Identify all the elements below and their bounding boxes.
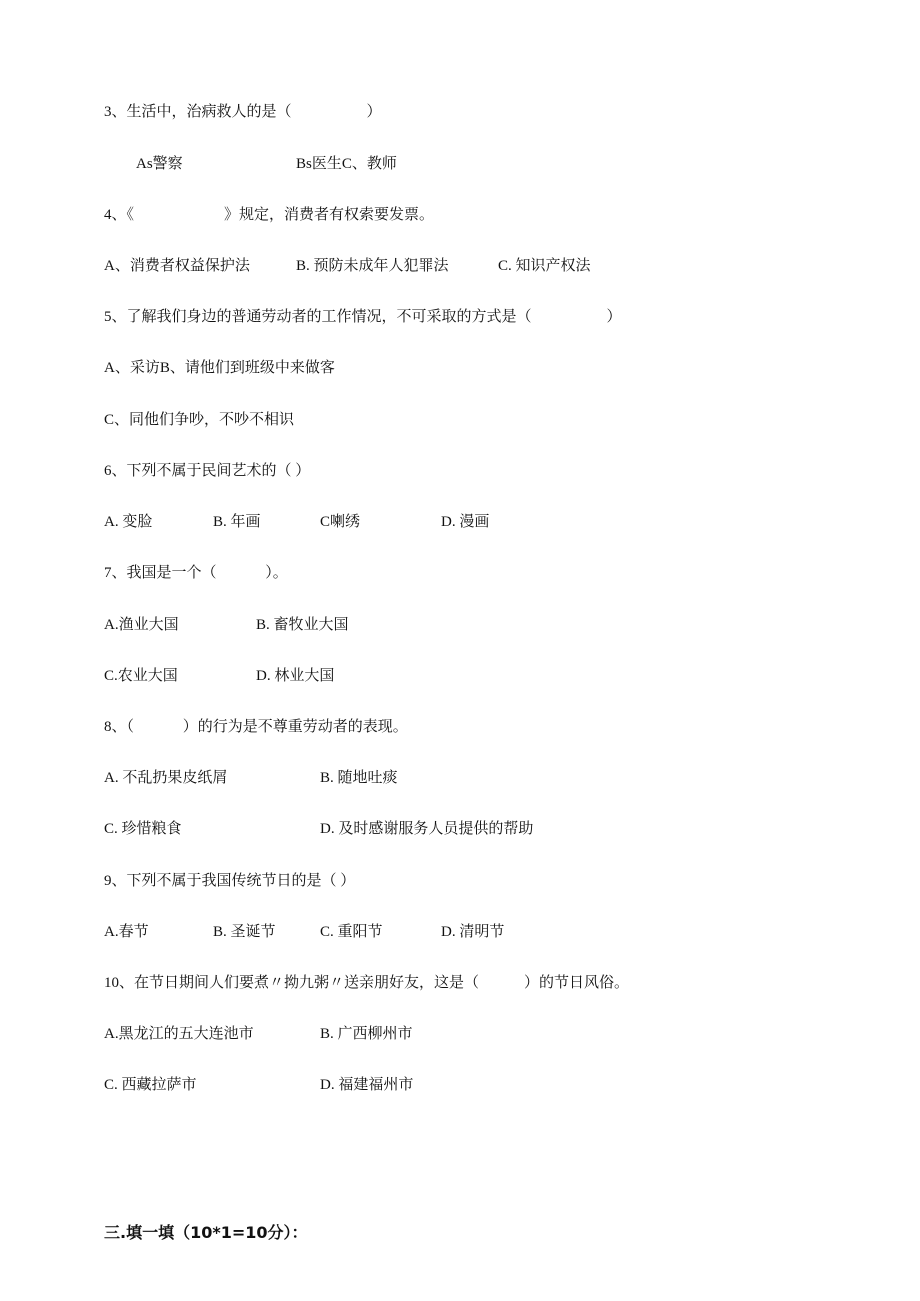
q6-stem: 6、下列不属于民间艺术的（ ） — [104, 463, 311, 479]
q9-stem: 9、下列不属于我国传统节日的是（ ） — [104, 873, 356, 889]
q6-option-b: B. 年画 — [213, 514, 261, 530]
q4-option-c: C. 知识产权法 — [498, 258, 591, 274]
q10-option-d: D. 福建福州市 — [320, 1077, 414, 1093]
q6-option-d: D. 漫画 — [441, 514, 490, 530]
q8-option-c: C. 珍惜粮食 — [104, 821, 182, 837]
q9-option-a: A.春节 — [104, 924, 149, 940]
q7-option-d: D. 林业大国 — [256, 668, 335, 684]
q5-option-c: C、同他们争吵，不吵不相识 — [104, 412, 295, 428]
q4-stem: 4、《 》规定，消费者有权索要发票。 — [104, 207, 435, 223]
q7-option-a: A.渔业大国 — [104, 617, 179, 633]
section-3-heading: 三.填一填（10*1=10分）： — [104, 1223, 308, 1242]
q8-option-d: D. 及时感谢服务人员提供的帮助 — [320, 821, 534, 837]
q5-stem: 5、了解我们身边的普通劳动者的工作情况，不可采取的方式是（ ） — [104, 309, 622, 325]
q8-option-a: A. 不乱扔果皮纸屑 — [104, 770, 228, 786]
q3-option-a: As警察 — [136, 156, 183, 172]
q8-stem: 8、（ ）的行为是不尊重劳动者的表现。 — [104, 719, 408, 735]
q10-stem: 10、在节日期间人们要煮〃拗九粥〃送亲朋好友，这是（ ）的节日风俗。 — [104, 975, 630, 991]
q7-option-b: B. 畜牧业大国 — [256, 617, 349, 633]
q9-option-b: B. 圣诞节 — [213, 924, 276, 940]
q3-stem: 3、生活中，治病救人的是（ ） — [104, 104, 382, 120]
q6-option-a: A. 变脸 — [104, 514, 153, 530]
q4-option-b: B. 预防未成年人犯罪法 — [296, 258, 449, 274]
q7-stem: 7、我国是一个（ ）。 — [104, 565, 288, 581]
q10-option-b: B. 广西柳州市 — [320, 1026, 413, 1042]
q10-option-c: C. 西藏拉萨市 — [104, 1077, 197, 1093]
q8-option-b: B. 随地吐痰 — [320, 770, 398, 786]
q7-option-c: C.农业大国 — [104, 668, 178, 684]
q5-option-ab: A、采访B、请他们到班级中来做客 — [104, 360, 335, 376]
q9-option-d: D. 清明节 — [441, 924, 505, 940]
q9-option-c: C. 重阳节 — [320, 924, 383, 940]
q10-option-a: A.黑龙江的五大连池市 — [104, 1026, 254, 1042]
q3-option-bc: Bs医生C、教师 — [296, 156, 397, 172]
q6-option-c: C喇绣 — [320, 514, 361, 530]
q4-option-a: A、消费者权益保护法 — [104, 258, 250, 274]
